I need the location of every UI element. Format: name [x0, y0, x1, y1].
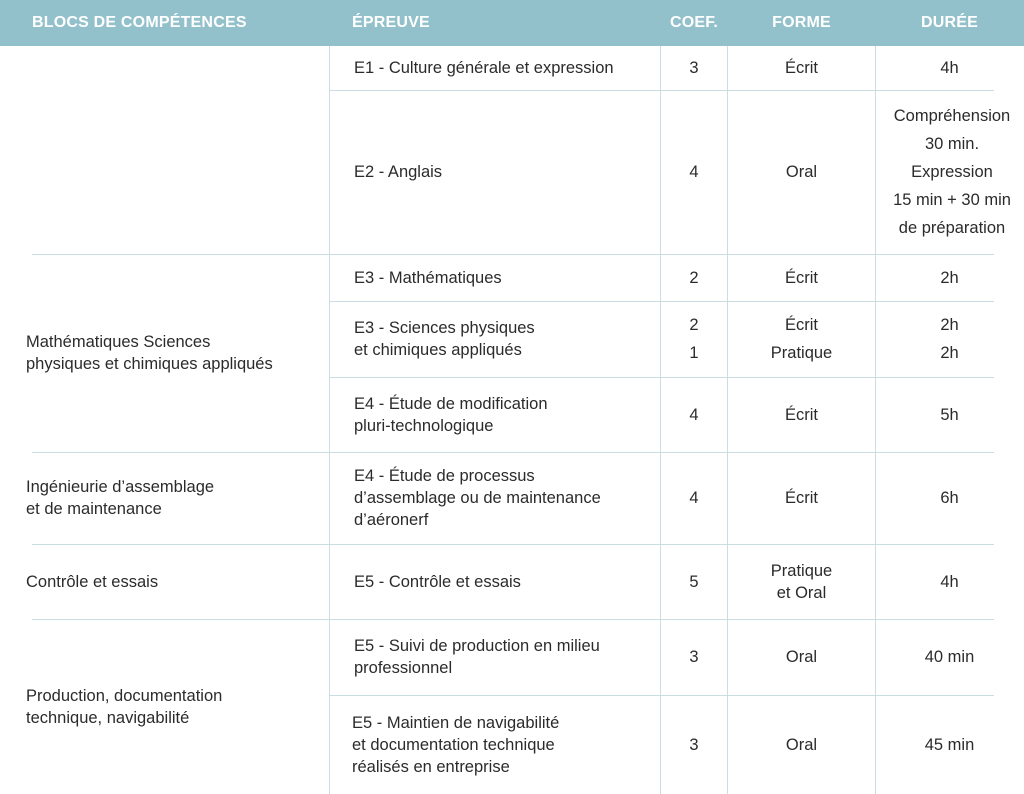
duree-e5-maintien: 45 min	[924, 735, 975, 754]
duree-e5-controle: 4h	[940, 572, 959, 591]
epreuve-e4-processus: E4 - Étude de processus d’assemblage ou de maintenance d’aéronerf	[354, 467, 601, 529]
coef-e5-maintien: 3	[689, 735, 699, 754]
epreuve-e5-maintien: E5 - Maintien de navigabilité et documentation technique réalisés en entreprise	[352, 713, 560, 776]
coef-e5-controle: 5	[689, 572, 699, 591]
header-blocs: BLOCS DE COMPÉTENCES	[32, 14, 247, 31]
duree-e4-processus: 6h	[940, 489, 959, 507]
epreuve-e4-modification: E4 - Étude de modification pluri-technologique	[354, 394, 548, 435]
forme-e5-suivi: Oral	[785, 648, 818, 666]
coef-e4-processus: 4	[689, 489, 699, 507]
duree-e1: 4h	[940, 59, 959, 77]
duree-e4-modification: 5h	[940, 405, 959, 424]
header-epreuve: ÉPREUVE	[352, 14, 430, 31]
forme-e2: Oral	[785, 163, 818, 181]
forme-e1: Écrit	[785, 59, 818, 77]
bloc-ingenierie: Ingénieurie d’assemblage et de maintenance	[26, 478, 215, 518]
forme-e4-modification: Écrit	[785, 405, 818, 424]
coef-e3-sciences: 2 1	[689, 316, 699, 362]
forme-e3-maths: Écrit	[785, 268, 818, 287]
epreuve-e3-sciences: E3 - Sciences physiques et chimiques appliqués	[354, 319, 535, 359]
coef-e3-maths: 2	[689, 268, 699, 287]
forme-e5-maintien: Oral	[785, 735, 818, 754]
forme-e3-sciences: Écrit Pratique	[770, 316, 833, 362]
coef-e4-modification: 4	[689, 405, 699, 424]
epreuve-e3-maths: E3 - Mathématiques	[354, 268, 502, 287]
duree-e3-maths: 2h	[940, 268, 959, 287]
epreuve-e2: E2 - Anglais	[354, 163, 443, 181]
epreuve-e1: E1 - Culture générale et expression	[354, 59, 614, 77]
header-duree: DURÉE	[920, 14, 978, 31]
coef-e1: 3	[689, 59, 699, 77]
duree-e3-sciences: 2h 2h	[940, 316, 959, 362]
epreuve-e5-controle: E5 - Contrôle et essais	[354, 572, 521, 591]
header-forme: FORME	[772, 14, 831, 31]
epreuve-e5-suivi: E5 - Suivi de production en milieu professionnel	[354, 637, 600, 677]
forme-e5-controle: Pratique et Oral	[770, 561, 833, 602]
bloc-controle: Contrôle et essais	[26, 572, 159, 591]
coef-e5-suivi: 3	[689, 648, 699, 666]
coef-e2: 4	[689, 163, 699, 181]
bloc-maths-sciences: Mathématiques Sciences physiques et chimiques appliqués	[26, 333, 273, 373]
bloc-production: Production, documentation technique, navigabilité	[26, 686, 223, 727]
header-coef: COEF.	[669, 14, 719, 31]
duree-e5-suivi: 40 min	[924, 648, 975, 666]
duree-e2: Compréhension 30 min. Expression 15 min + 30 min de préparation	[893, 107, 1011, 237]
column-divider	[329, 46, 330, 794]
forme-e4-processus: Écrit	[785, 489, 818, 507]
